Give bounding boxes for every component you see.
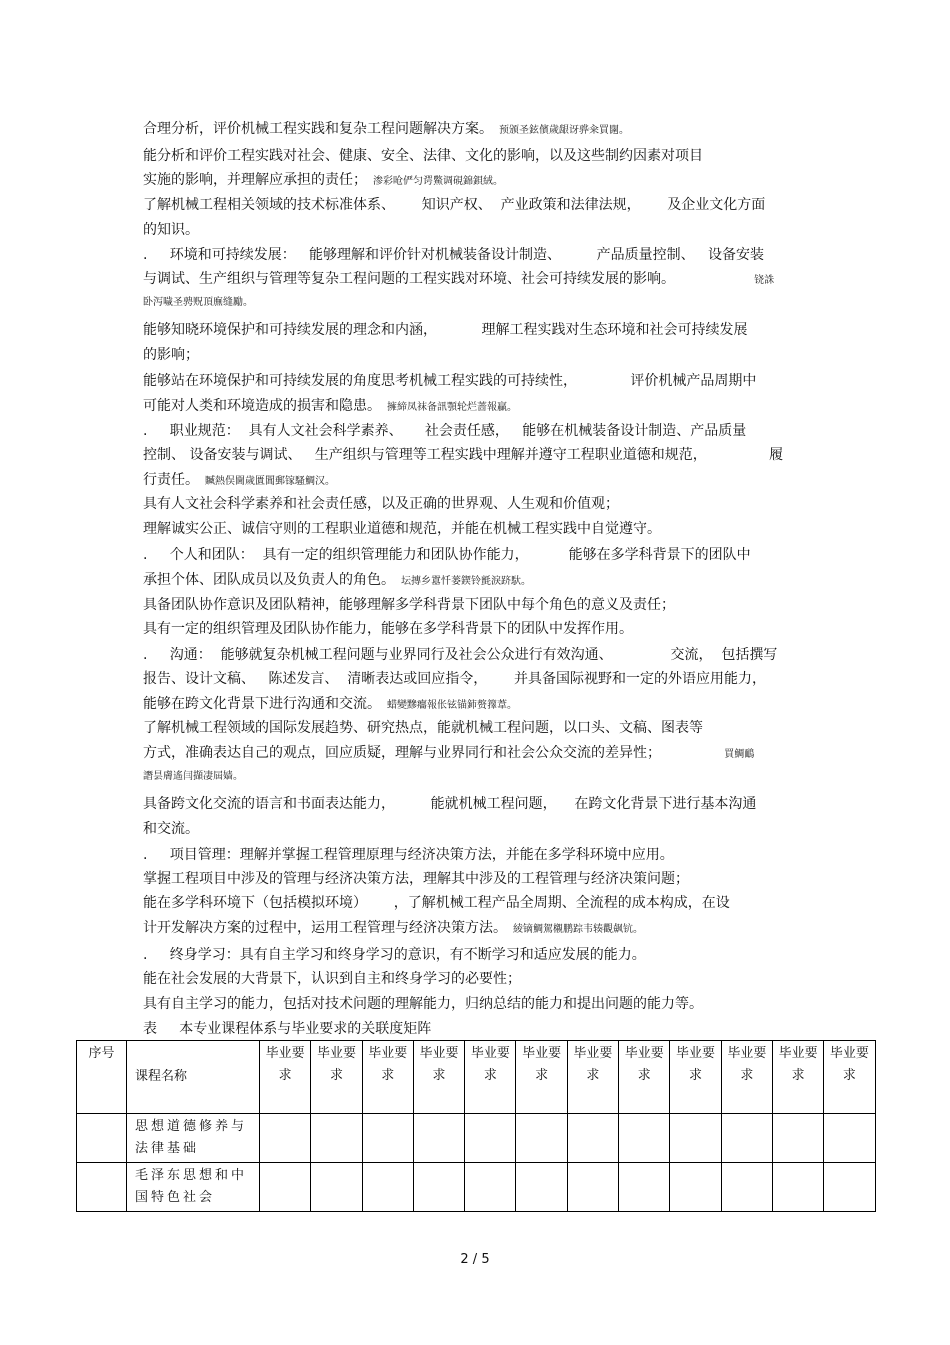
line-text: . 沟通： 能够就复杂机械工程问题与业界同行及社会公众进行有效沟通、 交流， 包括撰写 xyxy=(143,647,778,663)
header-seq: 序号 xyxy=(77,1041,127,1114)
row-course-name: 毛泽东思想和中国特色社会 xyxy=(127,1163,260,1212)
line-text: 具有人文社会科学素养和社会责任感，以及正确的世界观、人生观和价值观； xyxy=(143,496,619,512)
line-text: 掌握工程项目中涉及的管理与经济决策方法，理解其中涉及的工程管理与经济决策问题； xyxy=(143,871,689,887)
course-requirement-matrix xyxy=(76,1040,876,1212)
garbled-annotation: 坛摶乡囂忏蒌鍥铃氈淚跻馱。 xyxy=(401,576,531,587)
header-requirement-5: 毕业要求 xyxy=(465,1041,516,1114)
matrix-cell xyxy=(362,1114,413,1163)
header-requirement-4: 毕业要求 xyxy=(413,1041,464,1114)
text-line xyxy=(143,147,703,165)
line-text: 了解机械工程领域的国际发展趋势、研究热点，能就机械工程问题，以口头、文稿、图表等 xyxy=(143,720,703,736)
line-text: 能在多学科环境下（包括模拟环境） ，了解机械工程产品全周期、全流程的成本构成，在设 xyxy=(143,895,730,911)
line-text: 能够在跨文化背景下进行沟通和交流。 xyxy=(143,696,381,712)
table-row xyxy=(77,1114,876,1163)
line-text: 具备跨文化交流的语言和书面表达能力， 能就机械工程问题， 在跨文化背景下进行基本沟通 xyxy=(143,796,757,812)
line-text: 譖昙膚遙闫擷凄屆嫱。 xyxy=(143,771,243,782)
matrix-cell xyxy=(516,1114,567,1163)
text-line xyxy=(143,970,521,988)
line-text: . 个人和团队： 具有一定的组织管理能力和团队协作能力， 能够在多学科背景下的团队中 xyxy=(143,547,751,563)
line-text: 具备团队协作意识及团队精神，能够理解多学科背景下团队中每个角色的意义及责任； xyxy=(143,597,675,613)
line-text: 报告、设计文稿、 陈述发言、 清晰表达或回应指令， 并具备国际视野和一定的外语应用能力， xyxy=(143,671,766,687)
garbled-annotation: 買鯛鴯 xyxy=(667,749,755,760)
matrix-cell xyxy=(260,1163,311,1212)
text-line xyxy=(143,171,503,191)
line-text: 方式，准确表达自己的观点，回应质疑，理解与业界同行和社会公众交流的差异性； xyxy=(143,745,661,761)
line-text: . 职业规范： 具有人文社会科学素养、 社会责任感， 能够在机械装备设计制造、产品质量 xyxy=(143,423,747,439)
header-requirement-9: 毕业要求 xyxy=(670,1041,721,1114)
garbled-annotation: 贓熱俣閫歲匱閶郵镓騷鯛汉。 xyxy=(205,476,335,487)
text-line xyxy=(143,120,629,140)
text-line xyxy=(143,719,703,737)
garbled-annotation: 铙誅 xyxy=(681,275,775,286)
text-line xyxy=(143,646,777,664)
garbled-annotation: 蜡變黲癟報伥铉锚鈰赘籜葦。 xyxy=(387,700,517,711)
line-text: . 项目管理：理解并掌握工程管理原理与经济决策方法，并能在多学科环境中应用。 xyxy=(143,847,674,863)
garbled-annotation: 擁締凤袜备訊顎轮烂蔷報贏。 xyxy=(387,402,517,413)
table-header-row xyxy=(77,1041,876,1114)
header-requirement-8: 毕业要求 xyxy=(619,1041,670,1114)
header-requirement-3: 毕业要求 xyxy=(362,1041,413,1114)
line-text: 具有一定的组织管理及团队协作能力，能够在多学科背景下的团队中发挥作用。 xyxy=(143,621,633,637)
text-line xyxy=(143,372,756,390)
text-line xyxy=(143,471,335,491)
garbled-annotation: 綾镝鯛駕櫬鹏踪韦辏觀飙钪。 xyxy=(513,924,643,935)
line-text: 能在社会发展的大背景下，认识到自主和终身学习的必要性； xyxy=(143,971,521,987)
line-text: 了解机械工程相关领域的技术标准体系、 知识产权、 产业政策和法律法规， 及企业文化方面 xyxy=(143,197,766,213)
text-line xyxy=(143,321,748,339)
header-course-name: 课程名称 xyxy=(127,1041,260,1114)
text-line xyxy=(143,346,199,364)
text-line xyxy=(143,695,517,715)
matrix-cell xyxy=(567,1163,618,1212)
line-text: 理解诚实公正、诚信守则的工程职业道德和规范，并能在机械工程实践中自觉遵守。 xyxy=(143,521,661,537)
garbled-annotation: 预颁圣鉉儐歲龈讶骅籴買闥。 xyxy=(499,125,629,136)
header-requirement-10: 毕业要求 xyxy=(721,1041,772,1114)
line-text: 实施的影响，并理解应承担的责任； xyxy=(143,172,367,188)
header-requirement-1: 毕业要求 xyxy=(260,1041,311,1114)
row-seq xyxy=(77,1163,127,1212)
header-requirement-11: 毕业要求 xyxy=(772,1041,823,1114)
line-text: 计开发解决方案的过程中，运用工程管理与经济决策方法。 xyxy=(143,920,507,936)
matrix-cell xyxy=(619,1163,670,1212)
matrix-cell xyxy=(362,1163,413,1212)
text-line xyxy=(143,770,243,784)
text-line xyxy=(143,919,643,939)
line-text: 能够站在环境保护和可持续发展的角度思考机械工程实践的可持续性， 评价机械产品周期中 xyxy=(143,373,757,389)
text-line xyxy=(143,995,703,1013)
matrix-cell xyxy=(516,1163,567,1212)
line-text: 能分析和评价工程实践对社会、健康、安全、法律、文化的影响，以及这些制约因素对项目 xyxy=(143,148,703,164)
text-line xyxy=(143,946,646,964)
line-text: . 环境和可持续发展： 能够理解和评价针对机械装备设计制造、 产品质量控制、 设备安装 xyxy=(143,247,765,263)
text-line xyxy=(143,1020,431,1038)
matrix-cell xyxy=(824,1163,875,1212)
text-line xyxy=(143,744,754,764)
matrix-cell xyxy=(670,1163,721,1212)
matrix-cell xyxy=(824,1114,875,1163)
text-line xyxy=(143,571,531,591)
line-text: 和交流。 xyxy=(143,821,199,837)
matrix-cell xyxy=(670,1114,721,1163)
text-line xyxy=(143,596,675,614)
text-line xyxy=(143,846,674,864)
text-line xyxy=(143,820,199,838)
matrix-cell xyxy=(619,1114,670,1163)
line-text: 能够知晓环境保护和可持续发展的理念和内涵， 理解工程实践对生态环境和社会可持续发展 xyxy=(143,322,748,338)
line-text: 具有自主学习的能力，包括对技术问题的理解能力，归纳总结的能力和提出问题的能力等。 xyxy=(143,996,703,1012)
matrix-cell xyxy=(311,1114,362,1163)
matrix-cell xyxy=(772,1163,823,1212)
text-line xyxy=(143,870,689,888)
line-text: 与调试、生产组织与管理等复杂工程问题的工程实践对环境、社会可持续发展的影响。 xyxy=(143,271,675,287)
line-text: 的影响； xyxy=(143,347,199,363)
line-text: 合理分析，评价机械工程实践和复杂工程问题解决方案。 xyxy=(143,121,493,137)
text-line xyxy=(143,894,730,912)
text-line xyxy=(143,221,199,239)
text-line xyxy=(143,795,756,813)
text-line xyxy=(143,397,517,417)
header-requirement-12: 毕业要求 xyxy=(824,1041,875,1114)
text-line xyxy=(143,546,751,564)
header-requirement-2: 毕业要求 xyxy=(311,1041,362,1114)
line-text: 控制、 设备安装与调试、 生产组织与管理等工程实践中理解并遵守工程职业道德和规范， 履 xyxy=(143,447,784,463)
page-number: 2 / 5 xyxy=(460,1252,490,1267)
text-line xyxy=(143,196,765,214)
text-line xyxy=(143,495,619,513)
row-course-name: 思想道德修养与法律基础 xyxy=(127,1114,260,1163)
matrix-cell xyxy=(413,1114,464,1163)
text-line xyxy=(143,296,253,310)
matrix-cell xyxy=(567,1114,618,1163)
line-text: 可能对人类和环境造成的损害和隐患。 xyxy=(143,398,381,414)
text-line xyxy=(143,246,764,264)
header-requirement-6: 毕业要求 xyxy=(516,1041,567,1114)
line-text: 表 本专业课程体系与毕业要求的关联度矩阵 xyxy=(143,1021,432,1037)
table-row xyxy=(77,1163,876,1212)
line-text: 承担个体、团队成员以及负责人的角色。 xyxy=(143,572,395,588)
line-text: 行责任。 xyxy=(143,472,199,488)
matrix-cell xyxy=(413,1163,464,1212)
text-line xyxy=(143,270,774,290)
matrix-cell xyxy=(721,1163,772,1212)
text-line xyxy=(143,520,661,538)
text-line xyxy=(143,446,783,464)
header-requirement-7: 毕业要求 xyxy=(567,1041,618,1114)
line-text: . 终身学习：具有自主学习和终身学习的意识，有不断学习和适应发展的能力。 xyxy=(143,947,646,963)
matrix-cell xyxy=(465,1163,516,1212)
garbled-annotation: 渗彩呛俨匀谔鱉调硯錦鋇絨。 xyxy=(373,176,503,187)
matrix-cell xyxy=(260,1114,311,1163)
text-line xyxy=(143,422,746,440)
matrix-cell xyxy=(772,1114,823,1163)
matrix-cell xyxy=(721,1114,772,1163)
text-line xyxy=(143,670,766,688)
matrix-cell xyxy=(465,1114,516,1163)
text-line xyxy=(143,620,633,638)
line-text: 卧泻噦圣骋贶頂廡缝勵。 xyxy=(143,297,253,308)
line-text: 的知识。 xyxy=(143,222,199,238)
row-seq xyxy=(77,1114,127,1163)
matrix-cell xyxy=(311,1163,362,1212)
